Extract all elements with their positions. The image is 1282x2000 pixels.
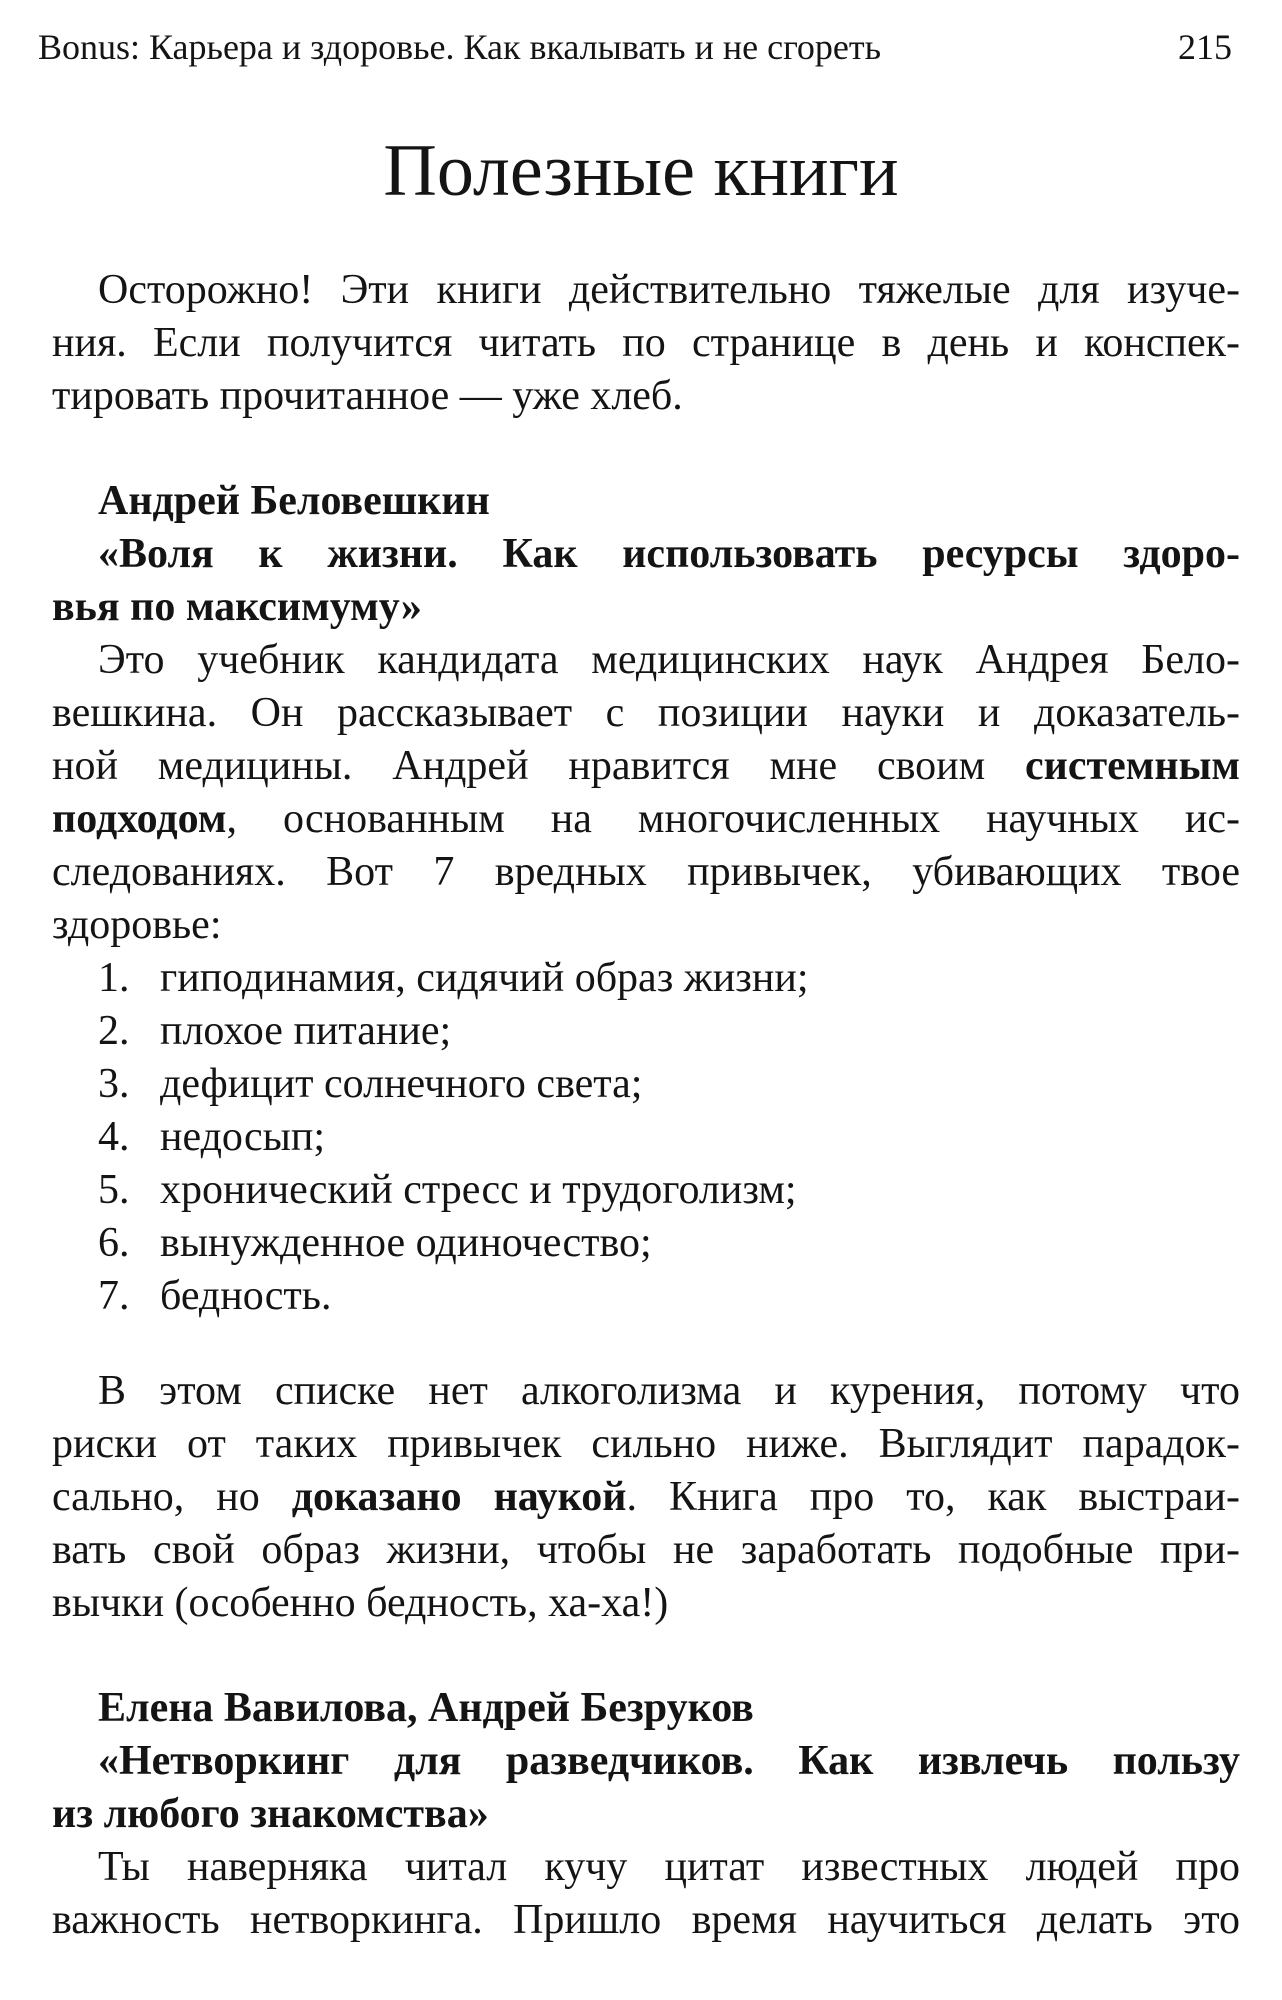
text-segment: ной медицины. Андрей нравится мне своим: [52, 743, 1026, 789]
paragraph: [52, 1841, 1240, 1947]
text-line: [52, 528, 1240, 581]
text-line: [52, 687, 1240, 740]
text-segment: Ты наверняка читал кучу цитат известных людей про: [98, 1844, 1240, 1890]
list-item-text: недосып;: [160, 1114, 325, 1160]
list-item-number: 2.: [98, 1008, 130, 1054]
text-segment: вья по максимуму»: [52, 584, 422, 630]
list-item-number: 6.: [98, 1220, 130, 1266]
list-item-text: гиподинамия, сидячий образ жизни;: [160, 955, 809, 1001]
text-line: [52, 1682, 1240, 1735]
text-segment: тировать прочитанное — уже хлеб.: [52, 373, 683, 419]
page-number: 215: [1178, 27, 1232, 67]
text-segment: риски от таких привычек сильно ниже. Выглядит парадок-: [52, 1421, 1240, 1467]
paragraph: [52, 634, 1240, 952]
text-segment: следованиях. Вот 7 вредных привычек, убивающих твое: [52, 849, 1240, 895]
text-line: [52, 793, 1240, 846]
list-item-number: 3.: [98, 1061, 130, 1107]
running-title: Bonus: Карьера и здоровье. Как вкалывать и не сгореть: [38, 27, 882, 67]
text-line: [52, 475, 1240, 528]
text-line: [52, 1418, 1240, 1471]
list-item-text: вынужденное одиночество;: [160, 1220, 652, 1266]
text-line: [52, 740, 1240, 793]
book-heading: [52, 1682, 1240, 1841]
text-segment: «Нетворкинг для разведчиков. Как извлечь пользу: [98, 1738, 1240, 1784]
list-item-text: хронический стресс и трудоголизм;: [160, 1167, 797, 1213]
text-line: [52, 1577, 1240, 1630]
text-segment: вычки (особенно бедность, ха-ха!): [52, 1580, 669, 1626]
list-item-text: бедность.: [160, 1273, 332, 1319]
text-line: [52, 1841, 1240, 1894]
text-segment: В этом списке нет алкоголизма и курения, потому что: [98, 1368, 1240, 1414]
text-segment: Осторожно! Эти книги действительно тяжелые для изуче-: [98, 267, 1240, 313]
list-item: [52, 1111, 1240, 1164]
text-line: [52, 1735, 1240, 1788]
text-segment: здоровье:: [52, 902, 222, 948]
text-body: [0, 264, 1282, 1947]
list-item-number: 7.: [98, 1273, 130, 1319]
text-segment: Андрей Беловешкин: [98, 478, 490, 524]
text-line: [52, 634, 1240, 687]
text-line: [52, 370, 1240, 423]
text-segment: , основанным на многочисленных научных ис-: [226, 796, 1240, 842]
list-item: [52, 1270, 1240, 1323]
text-line: [52, 264, 1240, 317]
text-segment: системным: [1025, 743, 1240, 789]
list-item-text: дефицит солнечного света;: [160, 1061, 643, 1107]
text-line: [52, 846, 1240, 899]
text-line: [52, 1894, 1240, 1947]
text-segment: доказано наукой: [291, 1474, 627, 1520]
text-segment: ния. Если получится читать по странице в день и конспек-: [52, 320, 1240, 366]
text-segment: из любого знакомства»: [52, 1791, 489, 1837]
list-item-text: плохое питание;: [160, 1008, 452, 1054]
text-segment: вешкина. Он рассказывает с позиции науки и доказатель-: [52, 690, 1240, 736]
list-item-number: 5.: [98, 1167, 130, 1213]
list-item: [52, 952, 1240, 1005]
text-segment: Это учебник кандидата медицинских наук Андрея Бело-: [98, 637, 1240, 683]
text-segment: Елена Вавилова, Андрей Безруков: [98, 1685, 754, 1731]
text-line: [52, 1471, 1240, 1524]
list-item-number: 4.: [98, 1114, 130, 1160]
text-line: [52, 1524, 1240, 1577]
text-line: [52, 317, 1240, 370]
text-line: [52, 581, 1240, 634]
list-item: [52, 1058, 1240, 1111]
list-item-number: 1.: [98, 955, 130, 1001]
page-title: Полезные книги: [383, 130, 899, 212]
paragraph: [52, 1365, 1240, 1630]
list-item: [52, 1005, 1240, 1058]
text-segment: подходом: [52, 796, 227, 842]
list-item: [52, 1217, 1240, 1270]
paragraph: [52, 264, 1240, 423]
text-line: [52, 899, 1240, 952]
book-heading: [52, 475, 1240, 634]
text-segment: вать свой образ жизни, чтобы не заработать подобные при-: [52, 1527, 1240, 1573]
text-segment: . Книга про то, как выстраи-: [626, 1474, 1240, 1520]
list-item: [52, 1164, 1240, 1217]
habit-list: [52, 952, 1240, 1323]
text-segment: важность нетворкинга. Пришло время научиться делать это: [52, 1897, 1240, 1943]
text-segment: сально, но: [52, 1474, 292, 1520]
text-line: [52, 1788, 1240, 1841]
running-header: [0, 0, 1282, 70]
text-line: [52, 1365, 1240, 1418]
text-segment: «Воля к жизни. Как использовать ресурсы здоро-: [98, 531, 1240, 577]
